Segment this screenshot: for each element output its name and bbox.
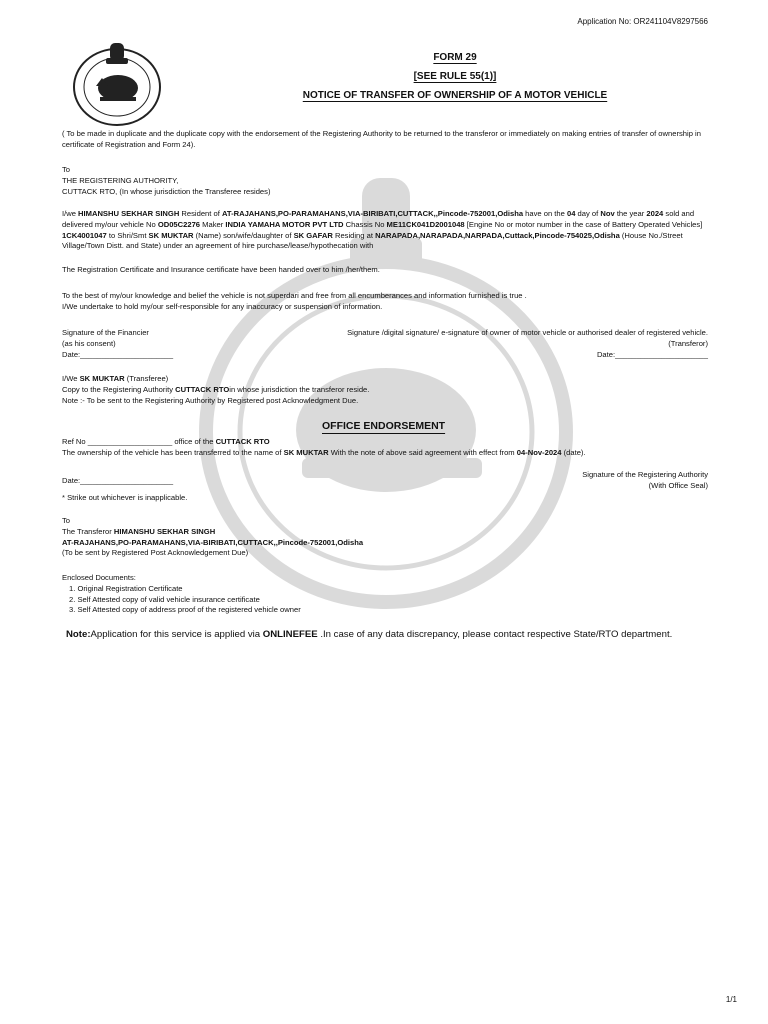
page-number: 1/1 — [725, 995, 737, 1004]
rule-reference: [SEE RULE 55(1)] — [413, 71, 497, 82]
enclosed-documents: Enclosed Documents: 1. Original Registration Certificate 2. Self Attested copy of valid vehicle insurance certificate 3. Self Attested copy of address proof of the registered vehicle owner — [62, 573, 712, 616]
strike-out-note: * Strike out whichever is inapplicable. — [62, 493, 188, 502]
enclosed-item: 2. Self Attested copy of valid vehicle insurance certificate — [69, 594, 260, 604]
enclosed-item: 1. Original Registration Certificate — [69, 583, 183, 593]
owner-signature-block: Signature /digital signature/ e-signature of owner of motor vehicle or authorised dealer of registered vehicle. (Transferor) Date:______________________ — [347, 328, 708, 359]
authority-signature-block: Signature of the Registering Authority (With Office Seal) — [582, 470, 708, 490]
footer-note: Note:Application for this service is applied via ONLINEFEE .In case of any data discrepancy, please contact respective State/RTO department. — [66, 629, 673, 640]
application-number: Application No: OR241104V8297566 — [577, 17, 708, 26]
handed-over-statement: The Registration Certificate and Insurance certificate have been handed over to him /her/them. — [62, 265, 380, 274]
financier-signature-block: Signature of the Financier (as his consent) Date:______________________ — [62, 328, 174, 359]
declaration-paragraph: I/we HIMANSHU SEKHAR SINGH Resident of AT-RAJAHANS,PO-PARAMAHANS,VIA-BIRIBATI,CUTTACK,,Pincode-752001,Odisha have on the 04 day of Nov the year 2024 sold and delivered my/our vehicle No OD05C2276 Maker INDIA YAMAHA MOTOR PVT LTD Chassis No ME11CK041D2001048 [Engine No or motor number in the case of Battery Operated Vehicles] 1CK4001047 to Shri/Smt SK MUKTAR (Name) son/wife/daughter of SK GAFAR Residing at NARAPADA,NARAPADA,NARPADA,Cuttack,Pincode-754025,Odisha (House No./Street Village/Town Distt. and State) under an agreement of hire purchase/lease/hypothecation with — [62, 209, 703, 251]
transferor-address-block: To The Transferor HIMANSHU SEKHAR SINGH AT-RAJAHANS,PO-PARAMAHANS,VIA-BIRIBATI,CUTTACK,,Pincode-752001,Odisha (To be sent by Registered Post Acknowledgement Due) — [62, 516, 364, 558]
addressee-block: To THE REGISTERING AUTHORITY, CUTTACK RTO, (In whose jurisdiction the Transferee resides) — [62, 165, 271, 196]
office-endorsement-title: OFFICE ENDORSEMENT — [322, 420, 446, 432]
endorsement-text: Ref No ____________________ office of the CUTTACK RTO The ownership of the vehicle has been transferred to the name of SK MUKTAR With the note of above said agreement with effect from 04-Nov-2024 (date). — [62, 437, 586, 457]
enclosed-item: 3. Self Attested copy of address proof of the registered vehicle owner — [69, 605, 301, 615]
endorsement-date: Date:______________________ — [62, 476, 174, 485]
notice-title: NOTICE OF TRANSFER OF OWNERSHIP OF A MOTOR VEHICLE — [302, 90, 608, 101]
form-title: FORM 29 — [433, 52, 477, 63]
intro-paragraph: ( To be made in duplicate and the duplicate copy with the endorsement of the Registering Authority to be returned to the transferor or immediately on making entries of transfer of ownership in certificate of Registration and Form 24). — [62, 129, 701, 149]
odisha-emblem-logo — [72, 42, 162, 126]
belief-statement: To the best of my/our knowledge and belief the vehicle is not superdari and free from all encumberances and information furnished is true . I/We undertake to hold my/our self-responsible for any inaccuracy or suspension of information. — [62, 291, 527, 311]
copy-block: I/We SK MUKTAR (Transferee) Copy to the Registering Authority CUTTACK RTOin whose jurisdiction the transferor reside. Note :- To be sent to the Registering Authority by Registered post Acknowledgment Due. — [62, 374, 370, 405]
